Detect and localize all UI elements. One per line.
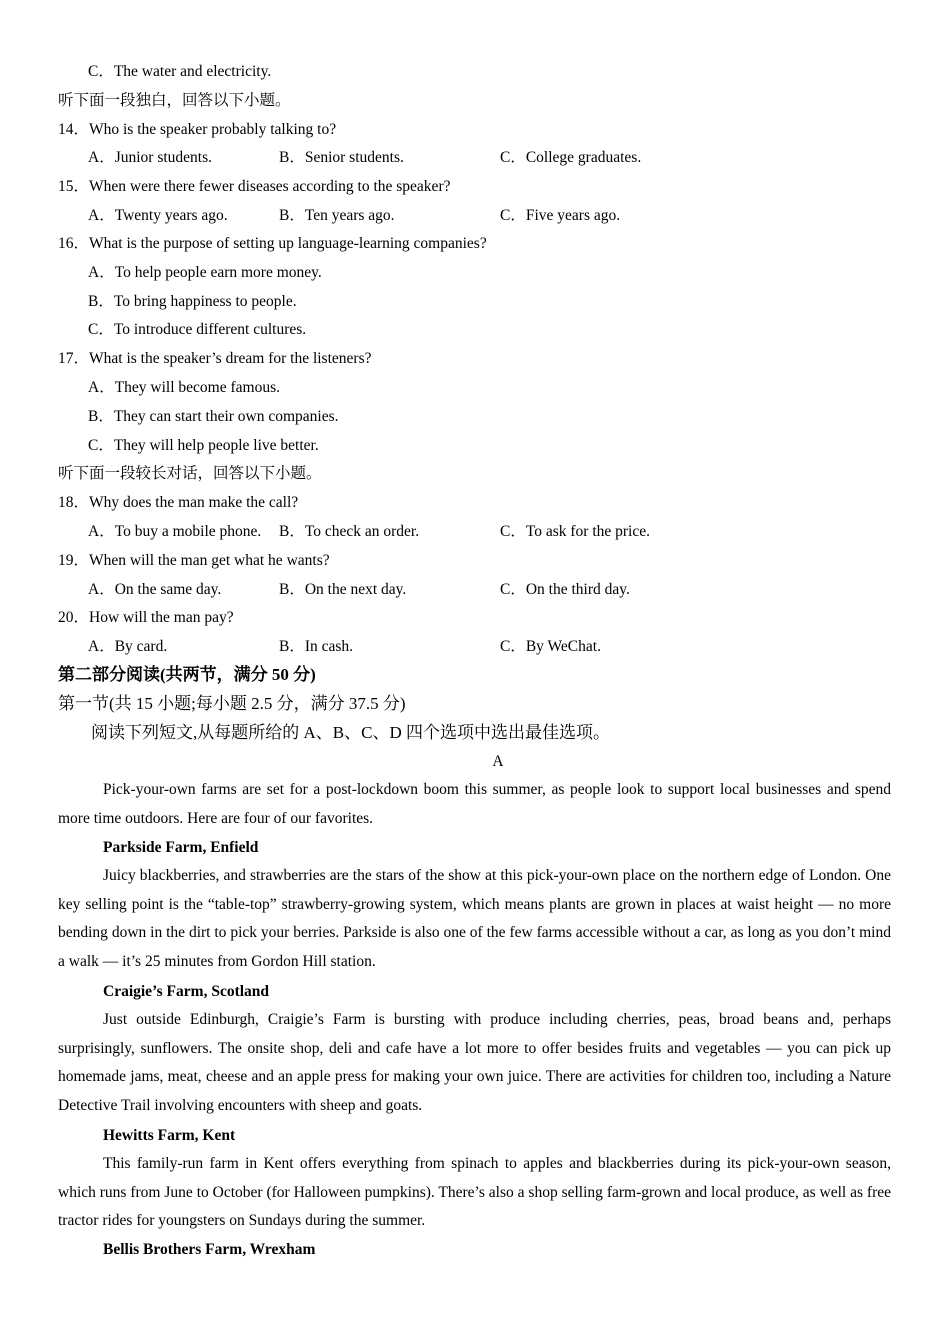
q15-option-a: A．Twenty years ago.: [88, 207, 228, 224]
section1-title: 第一节(共 15 小题;每小题 2.5 分，满分 37.5 分): [58, 694, 406, 713]
farm1-text: Juicy blackberries, and strawberries are the stars of the show at this pick-your-own place on the northern edge of London. One key selling point is the “table-top” strawberry-growing system, which means plants are grown in places at waist height — no more bending down in the dirt to pick your berries. Parkside is also one of the few farms accessible without a car, as long as you don’t mind a walk — it’s 25 minutes from Gordon Hill station.: [58, 867, 891, 971]
farm2-text: Just outside Edinburgh, Craigie’s Farm is bursting with produce including cherries, peas, broad beans and, perhaps surprisingly, sunflowers. The onsite shop, deli and cafe have a lot more to offer besides fruits and vegetables — you can pick up homemade jams, meat, cheese and an apple press for making your own juice. There are activities for children too, including a Nature Detective Trail involving encounters with sheep and goats.: [58, 1011, 891, 1115]
q19-option-b: B．On the next day.: [279, 581, 407, 598]
farm1-title: Parkside Farm, Enfield: [103, 839, 259, 856]
q19-option-c: C．On the third day.: [500, 581, 630, 598]
q18-question: 18．Why does the man make the call?: [58, 494, 299, 511]
q20-question: 20．How will the man pay?: [58, 609, 234, 626]
q16-option-a: A．To help people earn more money.: [88, 264, 322, 281]
q13-option-c: C．The water and electricity.: [88, 63, 272, 80]
q15-option-b: B．Ten years ago.: [279, 207, 395, 224]
farm3-text: This family-run farm in Kent offers everything from spinach to apples and blackberries during its pick-your-own season, which runs from June to October (for Halloween pumpkins). There’s also a shop selling farm-grown and local produce, as well as free tractor rides for youngsters on Sundays during the summer.: [58, 1155, 891, 1230]
part2-title: 第二部分阅读(共两节，满分 50 分): [58, 665, 316, 684]
section-dialogue-instruction: 听下面一段较长对话，回答以下小题。: [58, 465, 322, 482]
q15-question: 15．When were there fewer diseases according to the speaker?: [58, 178, 451, 195]
farm4-title: Bellis Brothers Farm, Wrexham: [103, 1241, 316, 1258]
q18-option-c: C．To ask for the price.: [500, 523, 650, 540]
q18-option-a: A．To buy a mobile phone.: [88, 523, 262, 540]
q17-option-a: A．They will become famous.: [88, 379, 280, 396]
q16-question: 16．What is the purpose of setting up language-learning companies?: [58, 235, 487, 252]
passage-intro: Pick-your-own farms are set for a post-lockdown boom this summer, as people look to support local businesses and spend more time outdoors. Here are four of our favorites.: [58, 781, 891, 827]
q17-question: 17．What is the speaker’s dream for the listeners?: [58, 350, 372, 367]
q14-option-b: B．Senior students.: [279, 149, 404, 166]
q16-option-c: C．To introduce different cultures.: [88, 321, 307, 338]
q15-option-c: C．Five years ago.: [500, 207, 621, 224]
farm3-title: Hewitts Farm, Kent: [103, 1127, 236, 1144]
farm2-title: Craigie’s Farm, Scotland: [103, 983, 270, 1000]
q18-option-b: B．To check an order.: [279, 523, 420, 540]
q19-question: 19．When will the man get what he wants?: [58, 552, 330, 569]
q17-option-c: C．They will help people live better.: [88, 437, 319, 454]
q16-option-b: B．To bring happiness to people.: [88, 293, 297, 310]
q19-option-a: A．On the same day.: [88, 581, 222, 598]
q20-option-a: A．By card.: [88, 638, 168, 655]
q17-option-b: B．They can start their own companies.: [88, 408, 339, 425]
reading-instructions: 阅读下列短文,从每题所给的 A、B、C、D 四个选项中选出最佳选项。: [91, 723, 610, 742]
passage-label: A: [492, 753, 504, 770]
q20-option-b: B．In cash.: [279, 638, 354, 655]
section-monologue-instruction: 听下面一段独白，回答以下小题。: [58, 92, 291, 109]
q14-option-a: A．Junior students.: [88, 149, 213, 166]
q14-option-c: C．College graduates.: [500, 149, 642, 166]
q14-question: 14．Who is the speaker probably talking to?: [58, 121, 337, 138]
q20-option-c: C．By WeChat.: [500, 638, 601, 655]
